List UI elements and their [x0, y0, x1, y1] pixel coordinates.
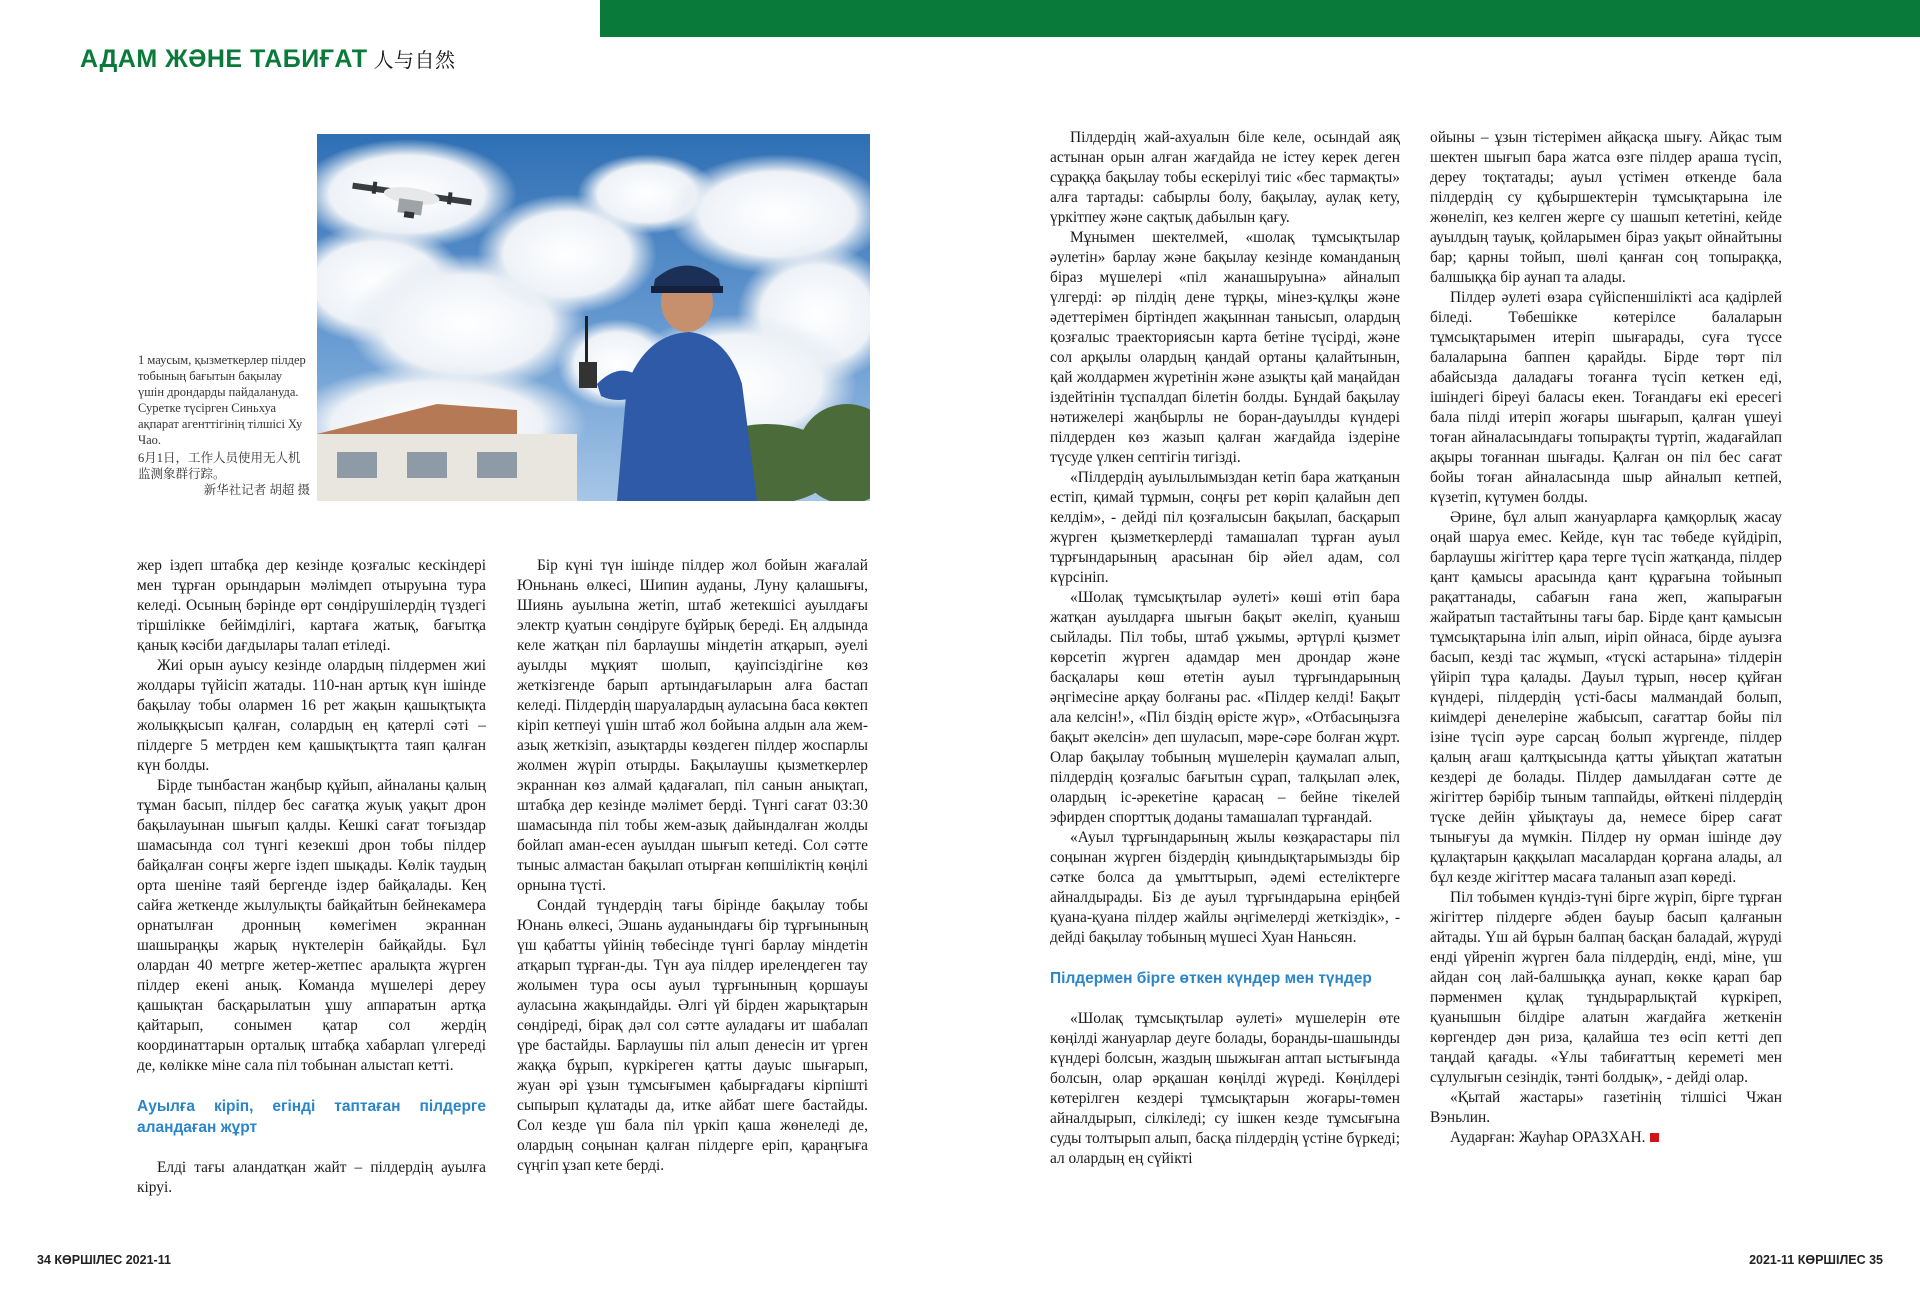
paragraph: Әрине, бұл алып жануарларға қамқорлық жасау оңай шаруа емес. Кейде, күн тас төбеде күйдіріп, барлаушы жігіттер қара терге түсіп жатқанда, пілдер қант қамысы арасында қант құрағына тойынып рақаттанады, сабағын ғана жеп, жапырағын жайратып тастайтыны тағы бар. Бірде қант қамысын тұмсықтарына іліп алып, иіріп ойнаса, бірде ауызға басып, кезді тас жұмып, «түскі астарына» тілдерін үйіріп тұра қалады. Дауыл тұрып, нөсер құйған күндері, пілдердің үсті-басы малмандай болып, киімдері денелеріне жабысып, сағаттар бойы піл ізіне түсіп әуре сарсаң болып жүргенде, пілдер қалың ағаш қалтқысында қатты ұйықтап жататын кездері де болады. Пілдер дамылдаған сәтте де жігіттер бәрібір тыным таппайды, өйткені пілдердің түске дейін ұйықтауы да, немесе бірер сағат тынығуы да мүмкін. Пілдер ну орман ішінде дәу құлақтарын қаққылап масалардан қорғана алады, ал бұл кезде жігіттер масаға таланып азап көреді.	[1430, 509, 1782, 886]
translator-credit: Аударған: Жауһар ОРАЗХАН.	[1450, 1129, 1646, 1146]
paragraph: Піл тобымен күндіз-түні бірге жүріп, бірге тұрған жігіттер пілдерге әбден бауыр басып қалғанын айтады. Үш ай бұрын балпаң басқан баладай, жүруді енді үйреніп жүрген бала пілдердің, енді, міне, үш айдан соң лай-балшыққа аунап, көкке қарап бар пәрменмен құлақ тұндырарлықтай күркіреп, қуанышын білдіре алатын жағдайға жеткенін көргендер дән риза, қалайша тез өсіп кетті деп таңдай қағады. «Ұлы табиғаттың кереметі мен сұлулығын сезіндік, тәнті болдық», - дейді олар.	[1430, 889, 1782, 1086]
photo-caption	[138, 352, 310, 498]
article-photo	[317, 134, 870, 501]
footer-right-label: 2021-11 КӨРШІЛЕС	[1749, 1253, 1866, 1267]
paragraph: ойыны – ұзын тістерімен айқасқа шығу. Айқас тым шектен шығып бара жатса өзге пілдер араша түсіп, дереу тоқтатады; ауыл үстімен өткенде бала пілдердің су құбыршектерін тұмсықтарына іле жөнеліп, кез келген жерге су шашып кететіні, кейде ауылдың тауық, қойларымен біраз уақыт ойнайтыны бар; қарны тойып, шөлі қанған соң топыраққа, балшыққа бір аунап та алады.	[1430, 129, 1782, 286]
top-color-bar	[600, 0, 1920, 37]
caption-cn: 6月1日，工作人员使用无人机监测象群行踪。	[138, 451, 301, 481]
paragraph: «Шолақ тұмсықтылар әулеті» көші өтіп бара жатқан ауылдарға шығын бақыт әкеліп, қуаныш сыйлады. Піл тобы, штаб ұжымы, әртүрлі қызмет көрсетіп жүрген адамдар мен дрондар және басқалары көш өтетін ауыл тұрғындарының әңгімесіне арқау болғаны рас. «Пілдер келді! Бақыт ала келсін!», «Піл біздің өрісте жүр», «Отбасыңызға бақыт әкелсін» деп шуласып, мәре-сәре болған жұрт. Олар бақылау тобының мүшелерін қаумалап алып, пілдердің қозғалыс бағытын сұрап, талқылап әлек, олардың іс-әрекетіне қарасаң – бейне тікелей эфирден спорттық доданы тамашалап тұрғандай.	[1050, 589, 1400, 826]
paragraph: Пілдер әулеті өзара сүйіспеншілікті аса қадірлей біледі. Төбешікке көтерілсе балаларын тұмсықтарымен итеріп шығарады, суға түссе балаларына баппен қарайды. Бірде төрт піл абайсызда даладағы тоғанға түсіп кеткен еді, ішіндегі біреуі баласы екен. Тоғандағы екі ересегі бала пілді итеріп жоғары шығарып, қалған үшеуі тоған айналасындағы топырақты түртіп, жадағайлап ақыры тоғаннан шығады. Қалған он піл бес сағат бойы тоған айналасында шыр айналып кетпей, күзетіп, күтумен болды.	[1430, 289, 1782, 506]
footer-left-label: КӨРШІЛЕС 2021-11	[54, 1253, 171, 1267]
article-column-3	[1050, 128, 1400, 1169]
paragraph: «Пілдердің ауылылымыздан кетіп бара жатқанын естіп, қимай тұрмын, соңғы рет көріп қалайын деп келдім», - дейді піл қозғалысын бақылап, басқарып жүрген қызметкерлерді тамашалап тұрған ауыл тұрғындарының арасынан бір әйел адам, сол күрсініп.	[1050, 469, 1400, 586]
paragraph: Елді тағы аландатқан жайт – пілдердің ауылға кіруі.	[137, 1159, 486, 1196]
caption-kk: 1 маусым, қызметкерлер пілдер тобының бағытын бақылау үшін дрондарды пайдалануда. Суретке түсірген Синьхуа ақпарат агенттігінің тілшісі Ху Чао.	[138, 353, 306, 447]
paragraph: Бірде тынбастан жаңбыр құйып, айналаны қалың тұман басып, пілдер бес сағатқа жуық уақыт дрон бақылауынан шығып қалды. Кешкі сағат тоғыздар шамасында сол түнгі кезекші дрон тобы пілдер байқалған соңғы жерге іздеп шықады. Көлік таудың орта шеніне таяй бергенде іздер байқалады. Кең сайға жеткенде жылулықты байқайтын бейнекамера орнатылған дронның көмегімен экраннан шашыраңқы жарық нүктелерін байқайды. Бұл олардан 40 метрге жетер-жетпес аралықта жүрген пілдер екені анық. Команда мүшелері дереу қашықтан басқарылатын ұшу аппаратын артқа қайтарып, сонымен қатар сол жердің координаттарын орталық штабқа хабарлап үлгереді де, көлікке міне сала піл тобынан алыстап кетті.	[137, 777, 486, 1074]
paragraph: «Қытай жастары» газетінің тілшісі Чжан Вэньлин.	[1430, 1089, 1782, 1126]
caption-credit: 新华社记者 胡超 摄	[203, 483, 310, 497]
subheading: Пілдермен бірге өткен күндер мен түндер	[1050, 970, 1372, 987]
drone-photo-illustration	[317, 134, 870, 501]
article-column-1	[137, 556, 486, 1198]
paragraph: Жиі орын ауысу кезінде олардың пілдермен жиі жолдары түйісіп жатады. 110-нан артық күн ішінде бақылау тобы олармен 16 рет жақын қашықтықта жолыққысып қалған, солардың ең қатерлі сәті – пілдерге 5 метрден кем қашықтықтта таяп қалған күн болды.	[137, 657, 486, 774]
paragraph	[1430, 1128, 1782, 1148]
article-column-2	[517, 556, 868, 1176]
section-title-cn: 人与自然	[373, 50, 456, 72]
page-number-left: 34	[37, 1253, 51, 1267]
paragraph: Бір күні түн ішінде пілдер жол бойын жағалай Юньнань өлкесі, Шипин ауданы, Луну қалашығы, Шиянь ауылына жетіп, штаб жетекшісі ауылдағы электр қуатын сөндіруге бұйрық береді. Ең алдында келе жатқан піл барлаушы міндетін атқарып, әуелі ауылды мұқият шолып, қауіпсіздігіне көз жеткізгенде барып артындағыларын алға бастап келеді. Пілдердің шаруалардың ауласына баса көктеп кіріп кетпеуі үшін штаб жол бойына алдын ала жем-азық жеткізіп, азықтарды көздеген пілдер жоспарлы жолмен жүріп отырды. Бақылаушы қызметкерлер экраннан көз алмай қадағалап, піл санын анықтап, штабқа дер кезінде мәлімет берді. Түнгі сағат 03:30 шамасында піл тобы жем-азық дайындалған жолды бойлап аман-есен ауылдан шығып кетеді. Сол сәтте тыныс алмастан бақылап отырған көпшіліктің көңілі орнына түсті.	[517, 557, 868, 894]
article-column-4	[1430, 128, 1782, 1148]
end-mark-icon	[1650, 1133, 1659, 1142]
section-title	[80, 44, 455, 74]
section-title-kk: АДАМ ЖӘНЕ ТАБИҒАТ	[80, 45, 368, 73]
paragraph: «Шолақ тұмсықтылар әулеті» мүшелерін өте көңілді жануарлар деуге болады, боранды-шашынды күндері болсын, жаздың шыжыған аптап ыстығында болсын, олар әрқашан көңілді жүреді. Көңілдері көтерілген кездері тұмсықтарын жоғары-төмен айналдырып, сілкіледі; су ішкен кезде тұмсығына суды толтырып алып, басқа пілдердің үстіне бүркеді; ал олардың ең сүйікті	[1050, 1010, 1400, 1167]
page-number-right: 35	[1869, 1253, 1883, 1267]
paragraph: Сондай түндердің тағы бірінде бақылау тобы Юнань өлкесі, Эшань ауданындағы бір тұрғынының үш қабатты үйінің төбесінде түнгі барлау міндетін атқарып тұрған-ды. Түн ауа пілдер ирелеңдеген тау жолымен тура осы ауыл тұрғынының қоршауы ауласына жақындайды. Әлгі үй бірден жарықтарын сөндіреді, бірақ дәл сол сәтте ауладағы ит шабалап үре бастайды. Барлаушы піл алып денесін ит үрген жаққа бұрып, күркіреген қатты дауыс шығарып, жуан әрі ұзын тұмсығымен қабырғадағы кірпішті сыпырып құлатады да, итке айбат шеге бастайды. Сол кезде үш бала піл үркіп қаша жөнеледі де, олардың соңынан қалған пілдерге еріп, қараңғыға сүңгіп ұзап кете берді.	[517, 897, 868, 1174]
paragraph: «Ауыл тұрғындарының жылы көзқарастары піл соңынан жүрген біздердің қиындықтарымызды бір сәтке болса да ұмыттырып, әдемі естеліктерге айналдырады. Біз де ауыл тұрғындарына еріңбей қуана-қуана пілдер жайлы әңгімелерді жеткіздік», - дейді бақылау тобының мүшесі Хуан Наньсян.	[1050, 829, 1400, 946]
footer-left	[37, 1253, 171, 1267]
subheading: Ауылға кіріп, егінді таптаған пілдерге аландаған жұрт	[137, 1098, 486, 1136]
paragraph: жер іздеп штабқа дер кезінде қозғалыс кескіндері мен тұрған орындарын мәлімдеп отыруына тура келеді. Осының бәрінде өрт сөндірушілердің түздегі тіршілікке бейімділігі, картаға жатық, бағытқа қанық кәсіби дағдылары талап етіледі.	[137, 557, 486, 654]
paragraph: Мұнымен шектелмей, «шолақ тұмсықтылар әулетін» барлау және бақылау кезінде команданың біраз мүшелері «піл жанашыруына» айналып үлгерді: әр пілдің дене тұрқы, мінез-құлқы және әдеттерімен біртіндеп жақыннан танысып, олардың қозғалыс траекториясын карта бетіне түсірді, және сол арқылы олардың қандай ортаны қалайтынын, қай жолдармен жүретінін және азықты қай маңайдан іздейтінін тұспалдап білетін болды. Бұндай бақылау нәтижелері жаңбырлы не боран-дауылды күндері пілдерден көз жазып қалған жағдайда іздеріне түсуде үлкен септігін тигізді.	[1050, 229, 1400, 466]
paragraph: Пілдердің жай-ахуалын біле келе, осындай аяқ астынан орын алған жағдайда не істеу керек деген сұраққа бақылау тобы ескерілуі тиіс «бес тармақты» алға тартады: сабырлы болу, бақылау, аулақ кету, үркітпеу және сақтық дабылын қағу.	[1050, 129, 1400, 226]
footer-right	[1749, 1253, 1883, 1267]
